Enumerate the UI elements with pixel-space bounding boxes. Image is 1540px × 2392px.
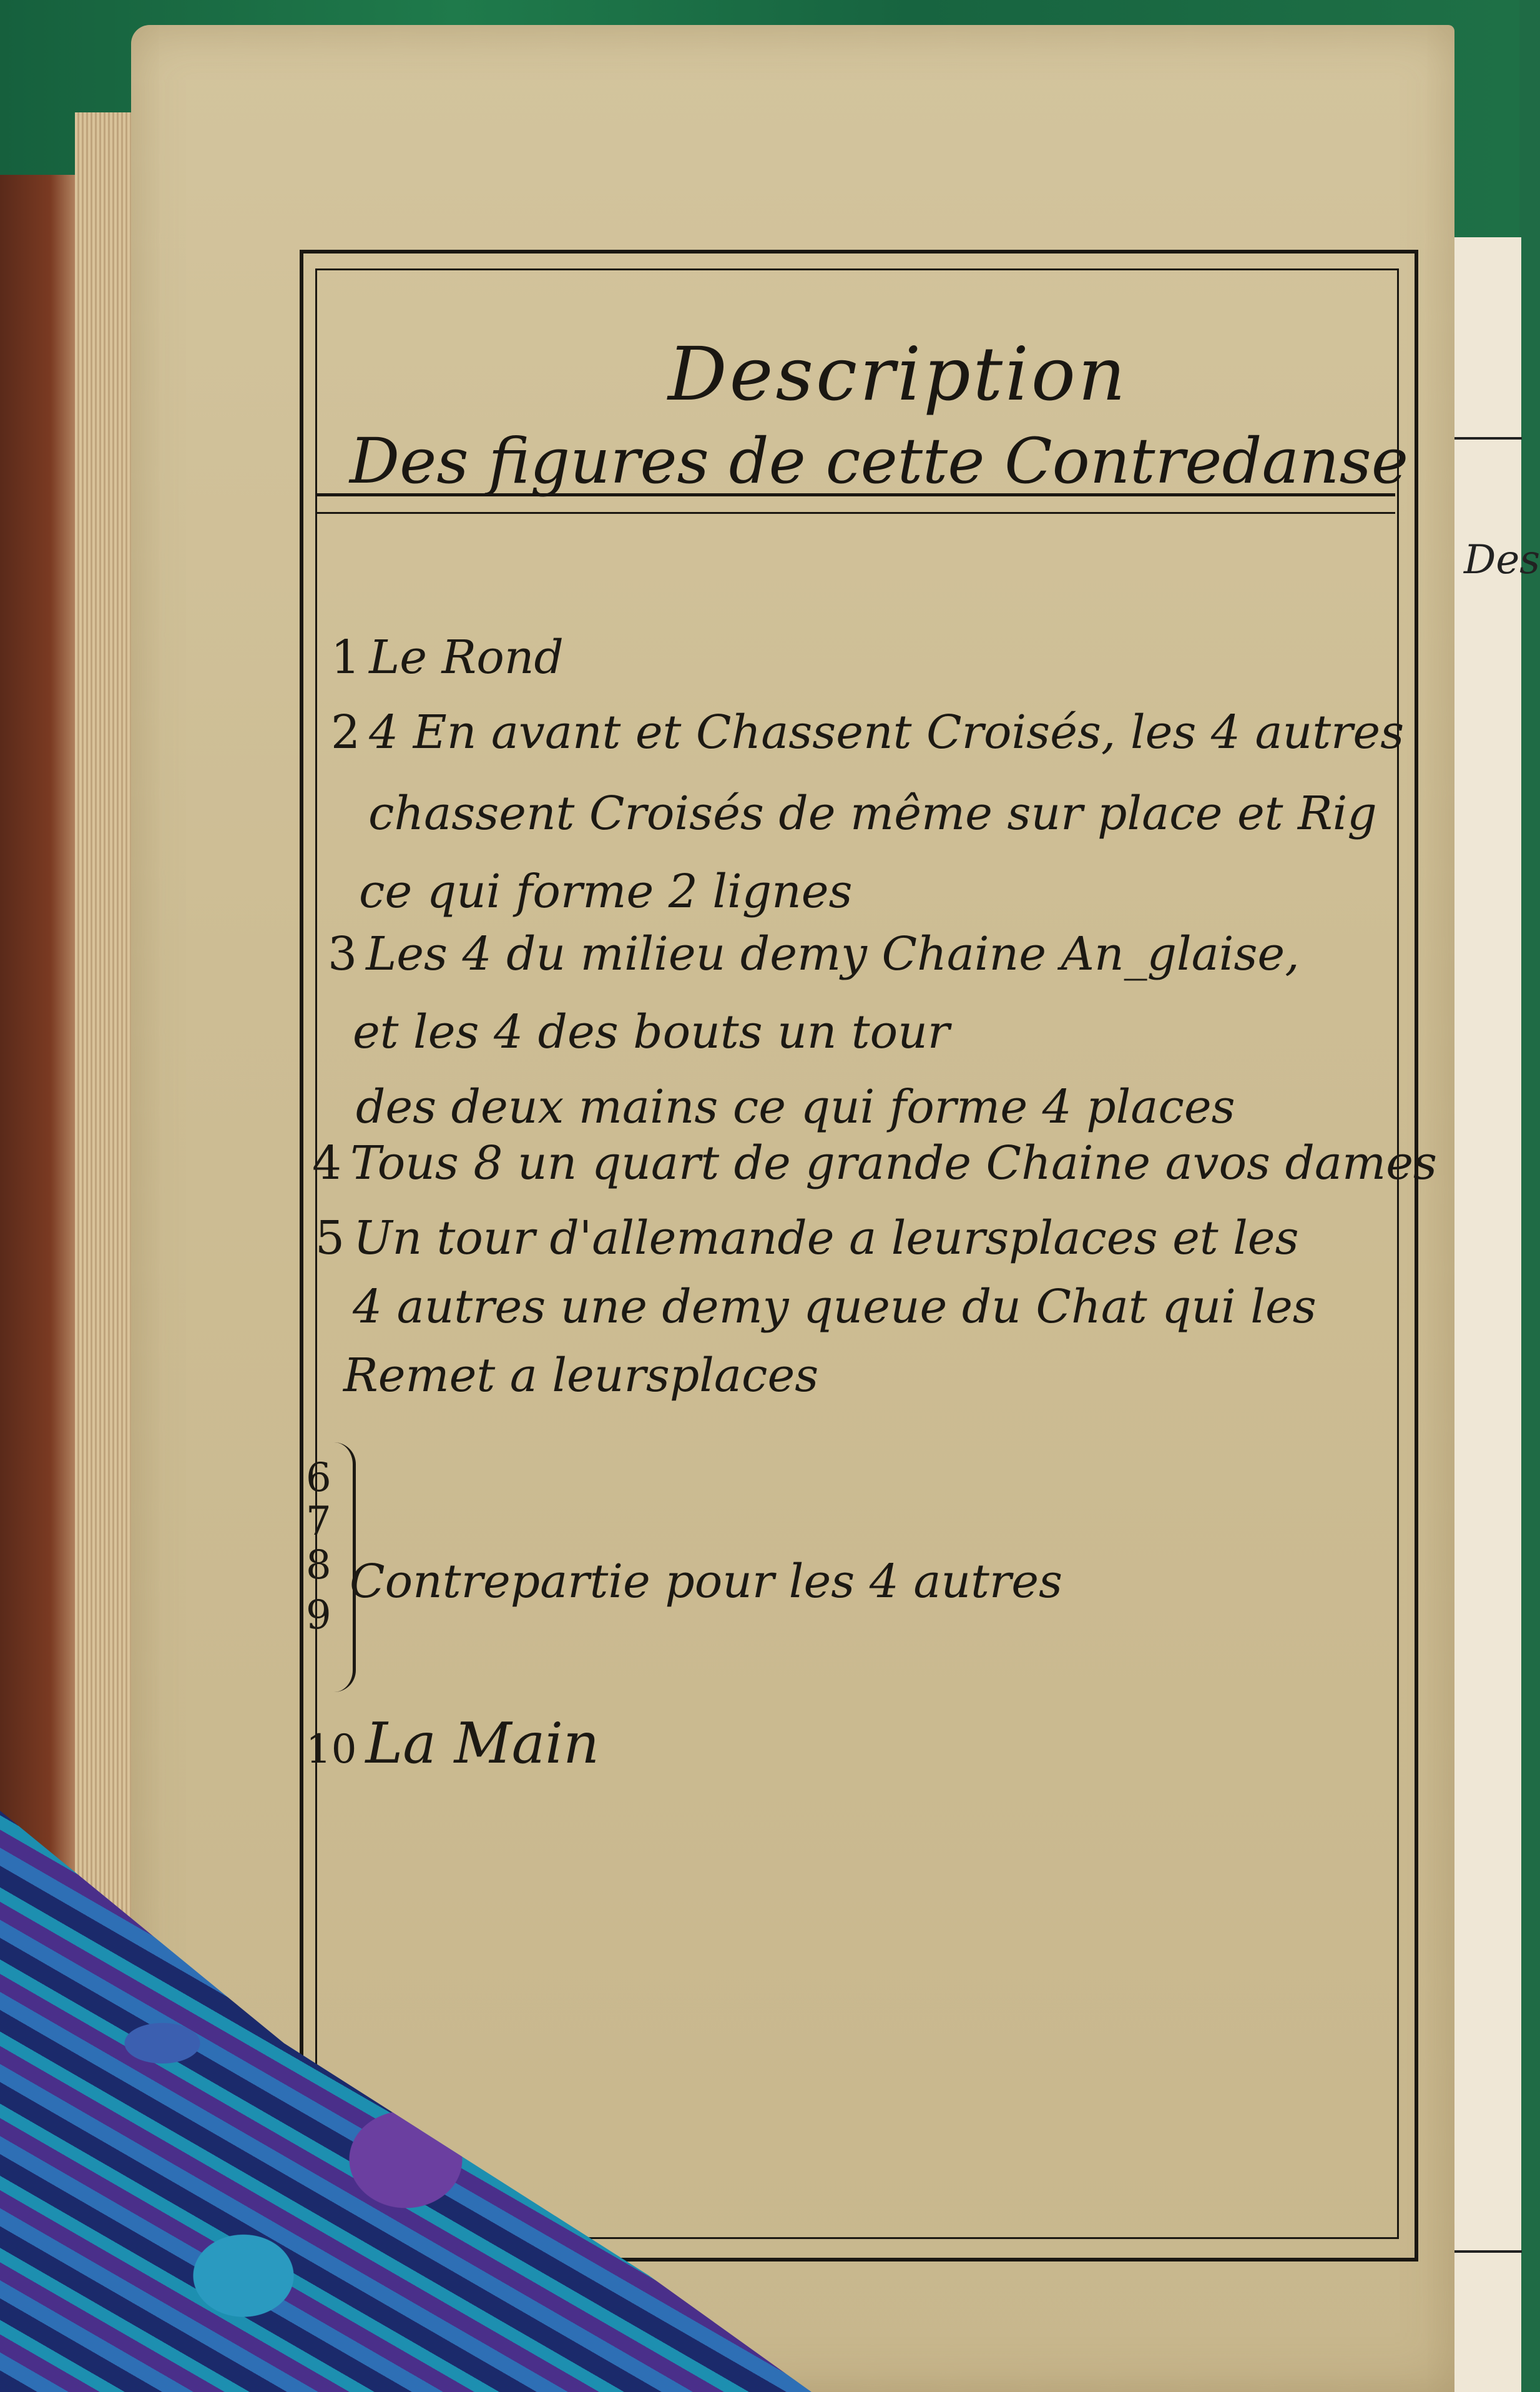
- entry-line: chassent Croisés de même sur place et Rig: [368, 787, 1377, 840]
- bracket-number: 7: [306, 1499, 331, 1545]
- page-subtitle: Des figures de cette Contredanse: [350, 425, 1408, 498]
- bracket-number: 6: [306, 1455, 331, 1501]
- entry-line: 4 Tous 8 un quart de grande Chaine avos dames: [312, 1136, 1437, 1190]
- entry-line: 5 Un tour d'allemande a leursplaces et les: [315, 1211, 1299, 1265]
- title-rule-thin: [315, 512, 1395, 514]
- entry-line: et les 4 des bouts un tour: [353, 1005, 950, 1059]
- entry-line: Remet a leursplaces: [343, 1349, 819, 1402]
- entry-line: 4 autres une demy queue du Chat qui les: [353, 1280, 1317, 1334]
- bracket-number: 9: [306, 1592, 331, 1638]
- final-entry: 10 La Main: [306, 1711, 600, 1776]
- bracket-number: 8: [306, 1542, 331, 1588]
- entry-line: 1 Le Rond: [331, 631, 564, 684]
- bracket-text: Contrepartie pour les 4 autres: [350, 1555, 1063, 1608]
- entry-line: 2 4 En avant et Chassent Croisés, les 4 autres: [331, 706, 1405, 759]
- entry-line: 3 Les 4 du milieu demy Chaine An_glaise,: [328, 927, 1300, 981]
- entry-line: des deux mains ce qui forme 4 places: [356, 1080, 1235, 1134]
- page-title: Description: [668, 331, 1128, 417]
- facing-page-fragment: Des: [1464, 537, 1540, 583]
- entry-line: ce qui forme 2 lignes: [359, 865, 853, 918]
